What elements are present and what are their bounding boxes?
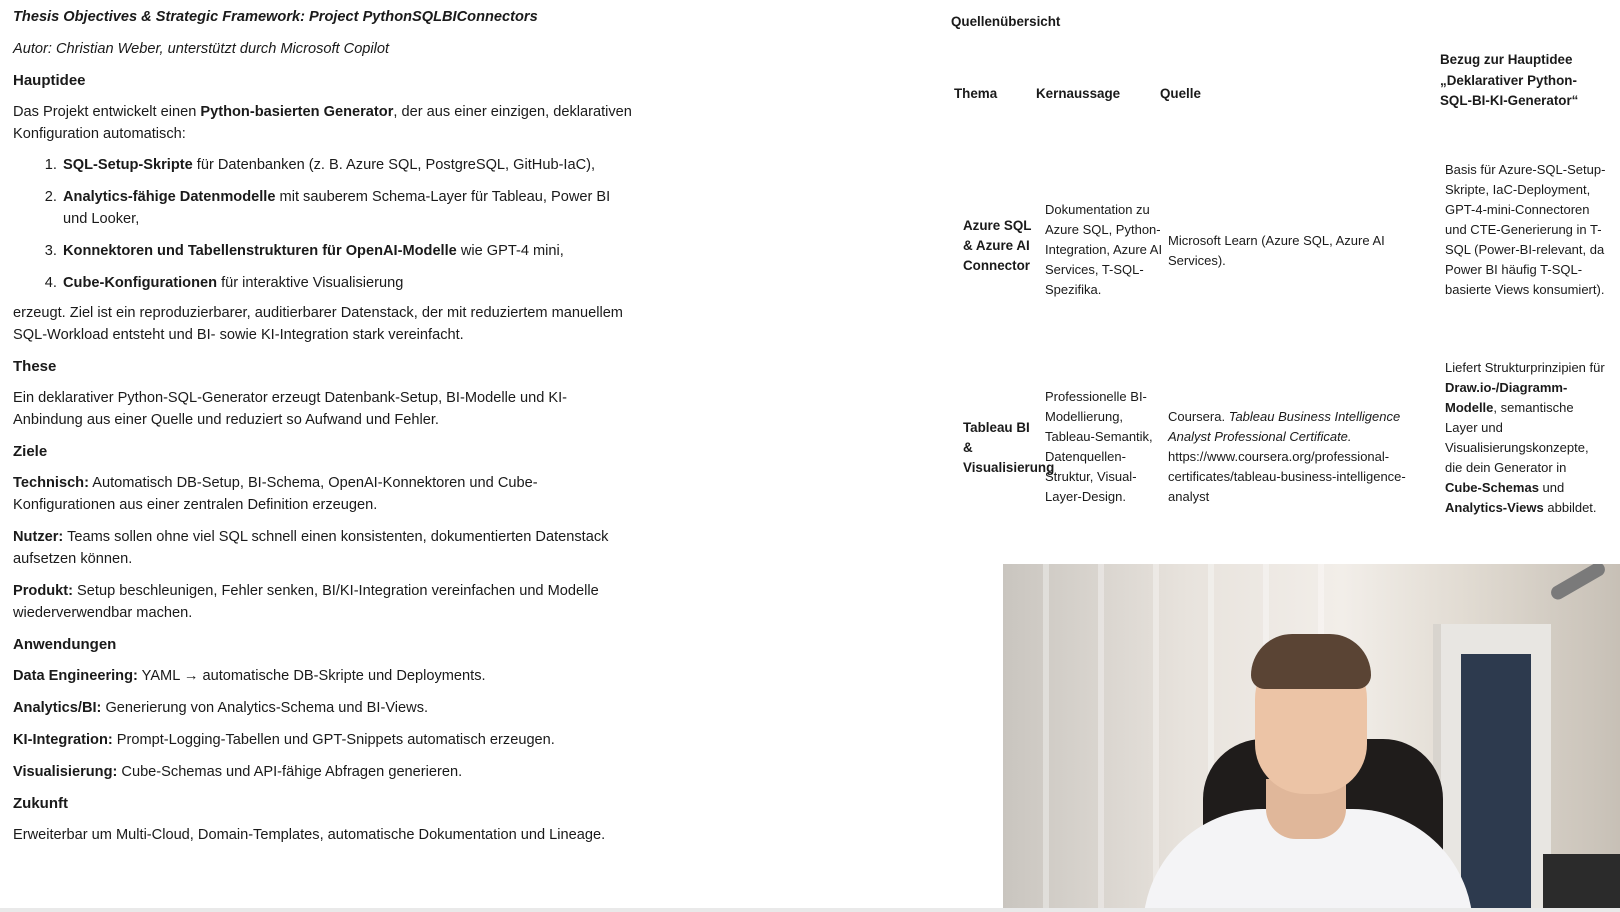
row2-bezug: Liefert Strukturprinzipien für Draw.io-/Diagramm-Modelle, semantische Layer und Visualisierungskonzepte, die dein Generator in Cube-Schemas und Analytics-Views abbildet. <box>1445 360 1605 515</box>
row2-quelle: Coursera. Tableau Business Intelligence Analyst Professional Certificate. https://www.coursera.org/professional-certificates/tableau-business-intelligence-analyst <box>1168 409 1406 504</box>
heading-hauptidee: Hauptidee <box>13 72 86 89</box>
these-text: Ein deklarativer Python-SQL-Generator erzeugt Datenbank-Setup, BI-Modelle und KI-Anbindung aus einer Quelle und reduziert so Aufwand und Fehler. <box>13 390 568 428</box>
header-kernaussage: Kernaussage <box>1036 86 1121 101</box>
heading-anwendungen: Anwendungen <box>13 636 117 653</box>
ziel-technisch: Technisch: Automatisch DB-Setup, BI-Schema, OpenAI-Konnektoren und Cube-Konfigurationen aus einer zentralen Definition erzeugen. <box>13 475 538 513</box>
list-item: 3. Konnektoren und Tabellenstrukturen für OpenAI-Modelle wie GPT-4 mini, <box>61 240 633 262</box>
list-item: 4. Cube-Konfigurationen für interaktive Visualisierung <box>61 272 633 294</box>
document-left-column <box>13 6 633 846</box>
bottom-strip <box>0 908 1620 912</box>
anwendung-data-engineering: Data Engineering: YAML → automatische DB-Skripte und Deployments. <box>13 668 486 684</box>
document-author: Autor: Christian Weber, unterstützt durch Microsoft Copilot <box>13 41 390 57</box>
list-item: 2. Analytics-fähige Datenmodelle mit sauberem Schema-Layer für Tableau, Power BI und Looker, <box>61 186 633 230</box>
hauptidee-outro: erzeugt. Ziel ist ein reproduzierbarer, auditierbarer Datenstack, der mit reduziertem manuellem SQL-Workload entsteht und BI- sowie KI-Integration stark vereinfacht. <box>13 305 623 343</box>
row1-bezug: Basis für Azure-SQL-Setup-Skripte, IaC-Deployment, GPT-4-mini-Connectoren und CTE-Generierung in T-SQL (Power-BI-relevant, da Power BI häufig T-SQL-basierte Views konsumiert). <box>1445 162 1606 297</box>
header-quelle: Quelle <box>1160 86 1201 101</box>
lamp-icon <box>1549 564 1608 602</box>
table-header <box>950 50 1615 140</box>
heading-zukunft: Zukunft <box>13 795 68 812</box>
row2-thema: Tableau BI & Visualisierung <box>963 420 1055 475</box>
header-bezug: Bezug zur Hauptidee „Deklarativer Python-SQL-BI-KI-Generator“ <box>1440 52 1579 108</box>
row2-kernaussage: Professionelle BI-Modellierung, Tableau-Semantik, Datenquellen-Struktur, Visual-Layer-Design. <box>1045 389 1153 504</box>
sources-table <box>950 12 1615 515</box>
header-thema: Thema <box>954 86 998 101</box>
document-title: Thesis Objectives & Strategic Framework: Project PythonSQLBIConnectors <box>13 9 538 25</box>
row1-kernaussage: Dokumentation zu Azure SQL, Python-Integration, Azure AI Services, T-SQL-Spezifika. <box>1045 202 1163 297</box>
anwendung-ki: KI-Integration: Prompt-Logging-Tabellen und GPT-Snippets automatisch erzeugen. <box>13 732 555 748</box>
row2-quelle-url: https://www.coursera.org/professional-certificates/tableau-business-intelligence-analyst <box>1168 449 1406 504</box>
heading-these: These <box>13 358 57 375</box>
hauptidee-list <box>13 154 633 294</box>
row1-quelle: Microsoft Learn (Azure SQL, Azure AI Services). <box>1168 233 1385 268</box>
ziel-nutzer: Nutzer: Teams sollen ohne viel SQL schnell einen konsistenten, dokumentierten Datenstack aufsetzen können. <box>13 529 609 567</box>
heading-ziele: Ziele <box>13 443 48 460</box>
row1-thema: Azure SQL & Azure AI Connector <box>963 218 1032 273</box>
ziel-produkt: Produkt: Setup beschleunigen, Fehler senken, BI/KI-Integration vereinfachen und Modelle wiederverwendbar machen. <box>13 583 599 621</box>
list-item: 1. SQL-Setup-Skripte für Datenbanken (z. B. Azure SQL, PostgreSQL, GitHub-IaC), <box>61 154 633 176</box>
hauptidee-intro: Das Projekt entwickelt einen Python-basierten Generator, der aus einer einzigen, deklarativen Konfiguration automatisch: <box>13 104 632 142</box>
zukunft-text: Erweiterbar um Multi-Cloud, Domain-Templates, automatische Dokumentation und Lineage. <box>13 827 606 843</box>
webcam-overlay <box>1003 564 1620 912</box>
anwendung-analytics: Analytics/BI: Generierung von Analytics-Schema und BI-Views. <box>13 700 429 716</box>
anwendung-visualisierung: Visualisierung: Cube-Schemas und API-fähige Abfragen generieren. <box>13 764 463 780</box>
sources-title: Quellenübersicht <box>951 14 1061 29</box>
